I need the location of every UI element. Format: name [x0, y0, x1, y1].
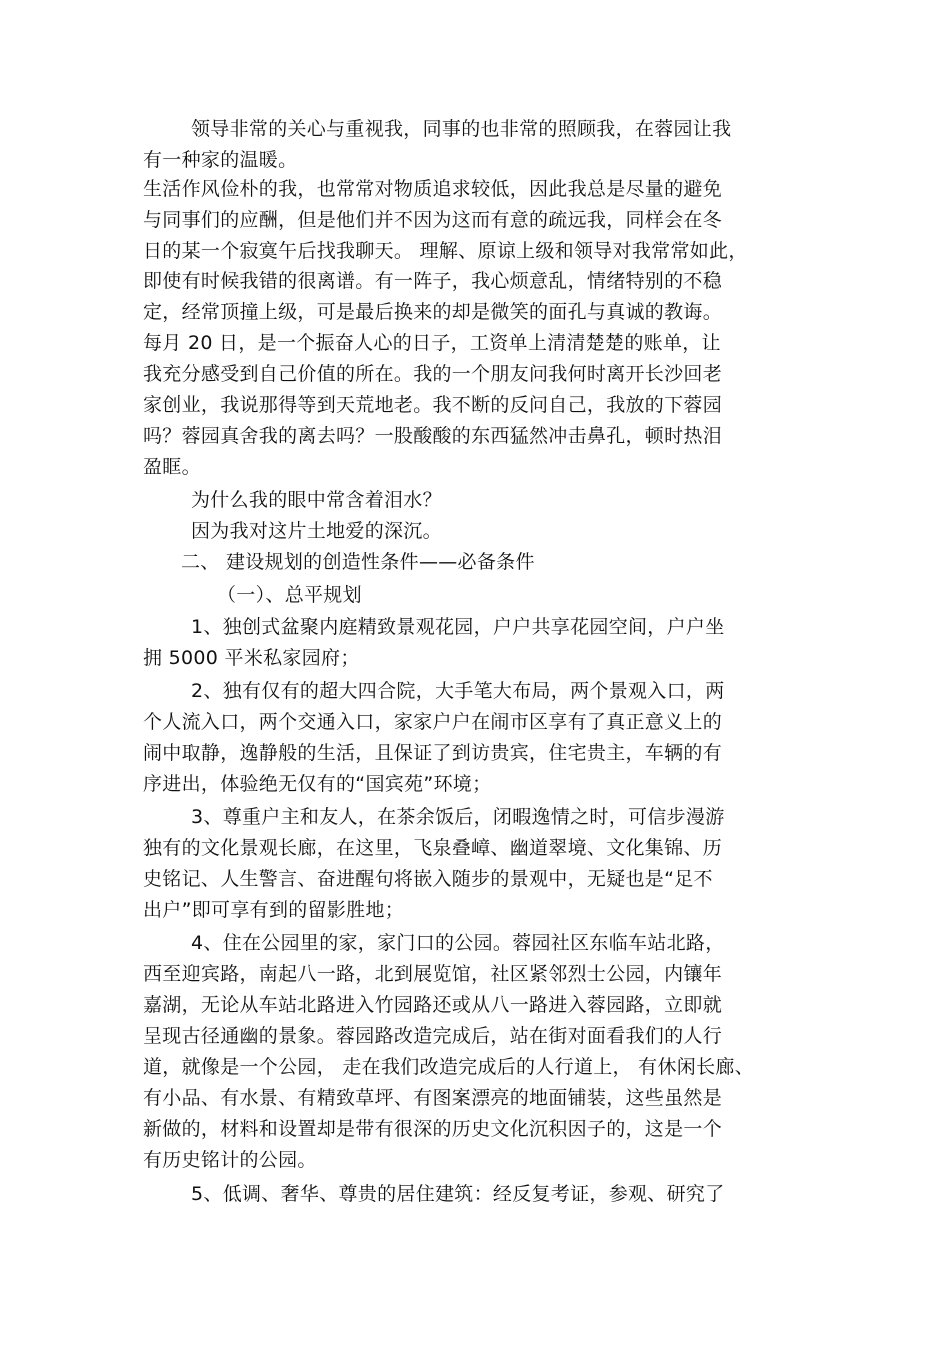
- text-line: 史铭记、人生警言、奋进醒句将嵌入随步的景观中，无疑也是“足不: [143, 868, 713, 890]
- text-line: 出户”即可享有到的留影胜地；: [143, 899, 405, 921]
- text-line: 闹中取静，逸静般的生活，且保证了到访贵宾，住宅贵主，车辆的有: [143, 742, 723, 764]
- text-line: 西至迎宾路，南起八一路，北到展览馆，社区紧邻烈士公园，内镶年: [143, 963, 723, 985]
- subsection-heading: （一）、总平规划: [217, 584, 362, 606]
- text-line: 独有的文化景观长廊，在这里，飞泉叠嶂、幽道翠境、文化集锦、历: [143, 837, 723, 859]
- text-line: 5、低调、奢华、尊贵的居住建筑：经反复考证，参观、研究了: [191, 1183, 725, 1205]
- text-line: 每月 20 日，是一个振奋人心的日子，工资单上清清楚楚的账单，让: [143, 332, 721, 354]
- text-line: 领导非常的关心与重视我，同事的也非常的照顾我，在蓉园让我: [191, 118, 732, 140]
- text-line: 个人流入口，两个交通入口，家家户户在闹市区享有了真正意义上的: [143, 711, 723, 733]
- section-heading: 二、 建设规划的创造性条件——必备条件: [181, 551, 535, 573]
- text-line: 呈现古径通幽的景象。蓉园路改造完成后，站在街对面看我们的人行: [143, 1025, 723, 1047]
- text-line: 盈眶。: [143, 456, 201, 478]
- text-line: 日的某一个寂寞午后找我聊天。 理解、原谅上级和领导对我常常如此，: [143, 240, 748, 262]
- text-line: 2、独有仅有的超大四合院，大手笔大布局，两个景观入口，两: [191, 680, 725, 702]
- text-line: 3、尊重户主和友人，在茶余饭后，闭暇逸情之时，可信步漫游: [191, 806, 725, 828]
- text-line: 我充分感受到自己价值的所在。我的一个朋友问我何时离开长沙回老: [143, 363, 723, 385]
- text-line: 序进出，体验绝无仅有的“国宾苑”环境；: [143, 773, 492, 795]
- text-line: 1、独创式盆聚内庭精致景观花园，户户共享花园空间，户户坐: [191, 616, 725, 638]
- text-line: 有一种家的温暖。: [143, 149, 298, 171]
- text-line: 与同事们的应酬，但是他们并不因为这而有意的疏远我，同样会在冬: [143, 209, 723, 231]
- text-line: 4、住在公园里的家，家门口的公园。蓉园社区东临车站北路，: [191, 932, 725, 954]
- text-line: 有小品、有水景、有精致草坪、有图案漂亮的地面铺装，这些虽然是: [143, 1087, 723, 1109]
- text-line: 即使有时候我错的很离谱。有一阵子，我心烦意乱，情绪特别的不稳: [143, 270, 723, 292]
- text-line: 新做的，材料和设置却是带有很深的历史文化沉积因子的，这是一个: [143, 1118, 723, 1140]
- text-line: 因为我对这片土地爱的深沉。: [191, 520, 442, 542]
- text-line: 拥 5000 平米私家园府；: [143, 647, 360, 669]
- text-line: 生活作风俭朴的我，也常常对物质追求较低，因此我总是尽量的避免: [143, 178, 723, 200]
- text-line: 嘉湖，无论从车站北路进入竹园路还或从八一路进入蓉园路，立即就: [143, 994, 723, 1016]
- text-line: 为什么我的眼中常含着泪水？: [191, 489, 442, 511]
- text-line: 定，经常顶撞上级，可是最后换来的却是微笑的面孔与真诚的教诲。: [143, 301, 723, 323]
- text-line: 吗？蓉园真舍我的离去吗？一股酸酸的东西猛然冲击鼻孔，顿时热泪: [143, 425, 723, 447]
- text-line: 家创业，我说那得等到天荒地老。我不断的反问自己，我放的下蓉园: [143, 394, 723, 416]
- text-line: 道，就像是一个公园， 走在我们改造完成后的人行道上， 有休闲长廊、: [143, 1056, 754, 1078]
- text-line: 有历史铭计的公园。: [143, 1149, 317, 1171]
